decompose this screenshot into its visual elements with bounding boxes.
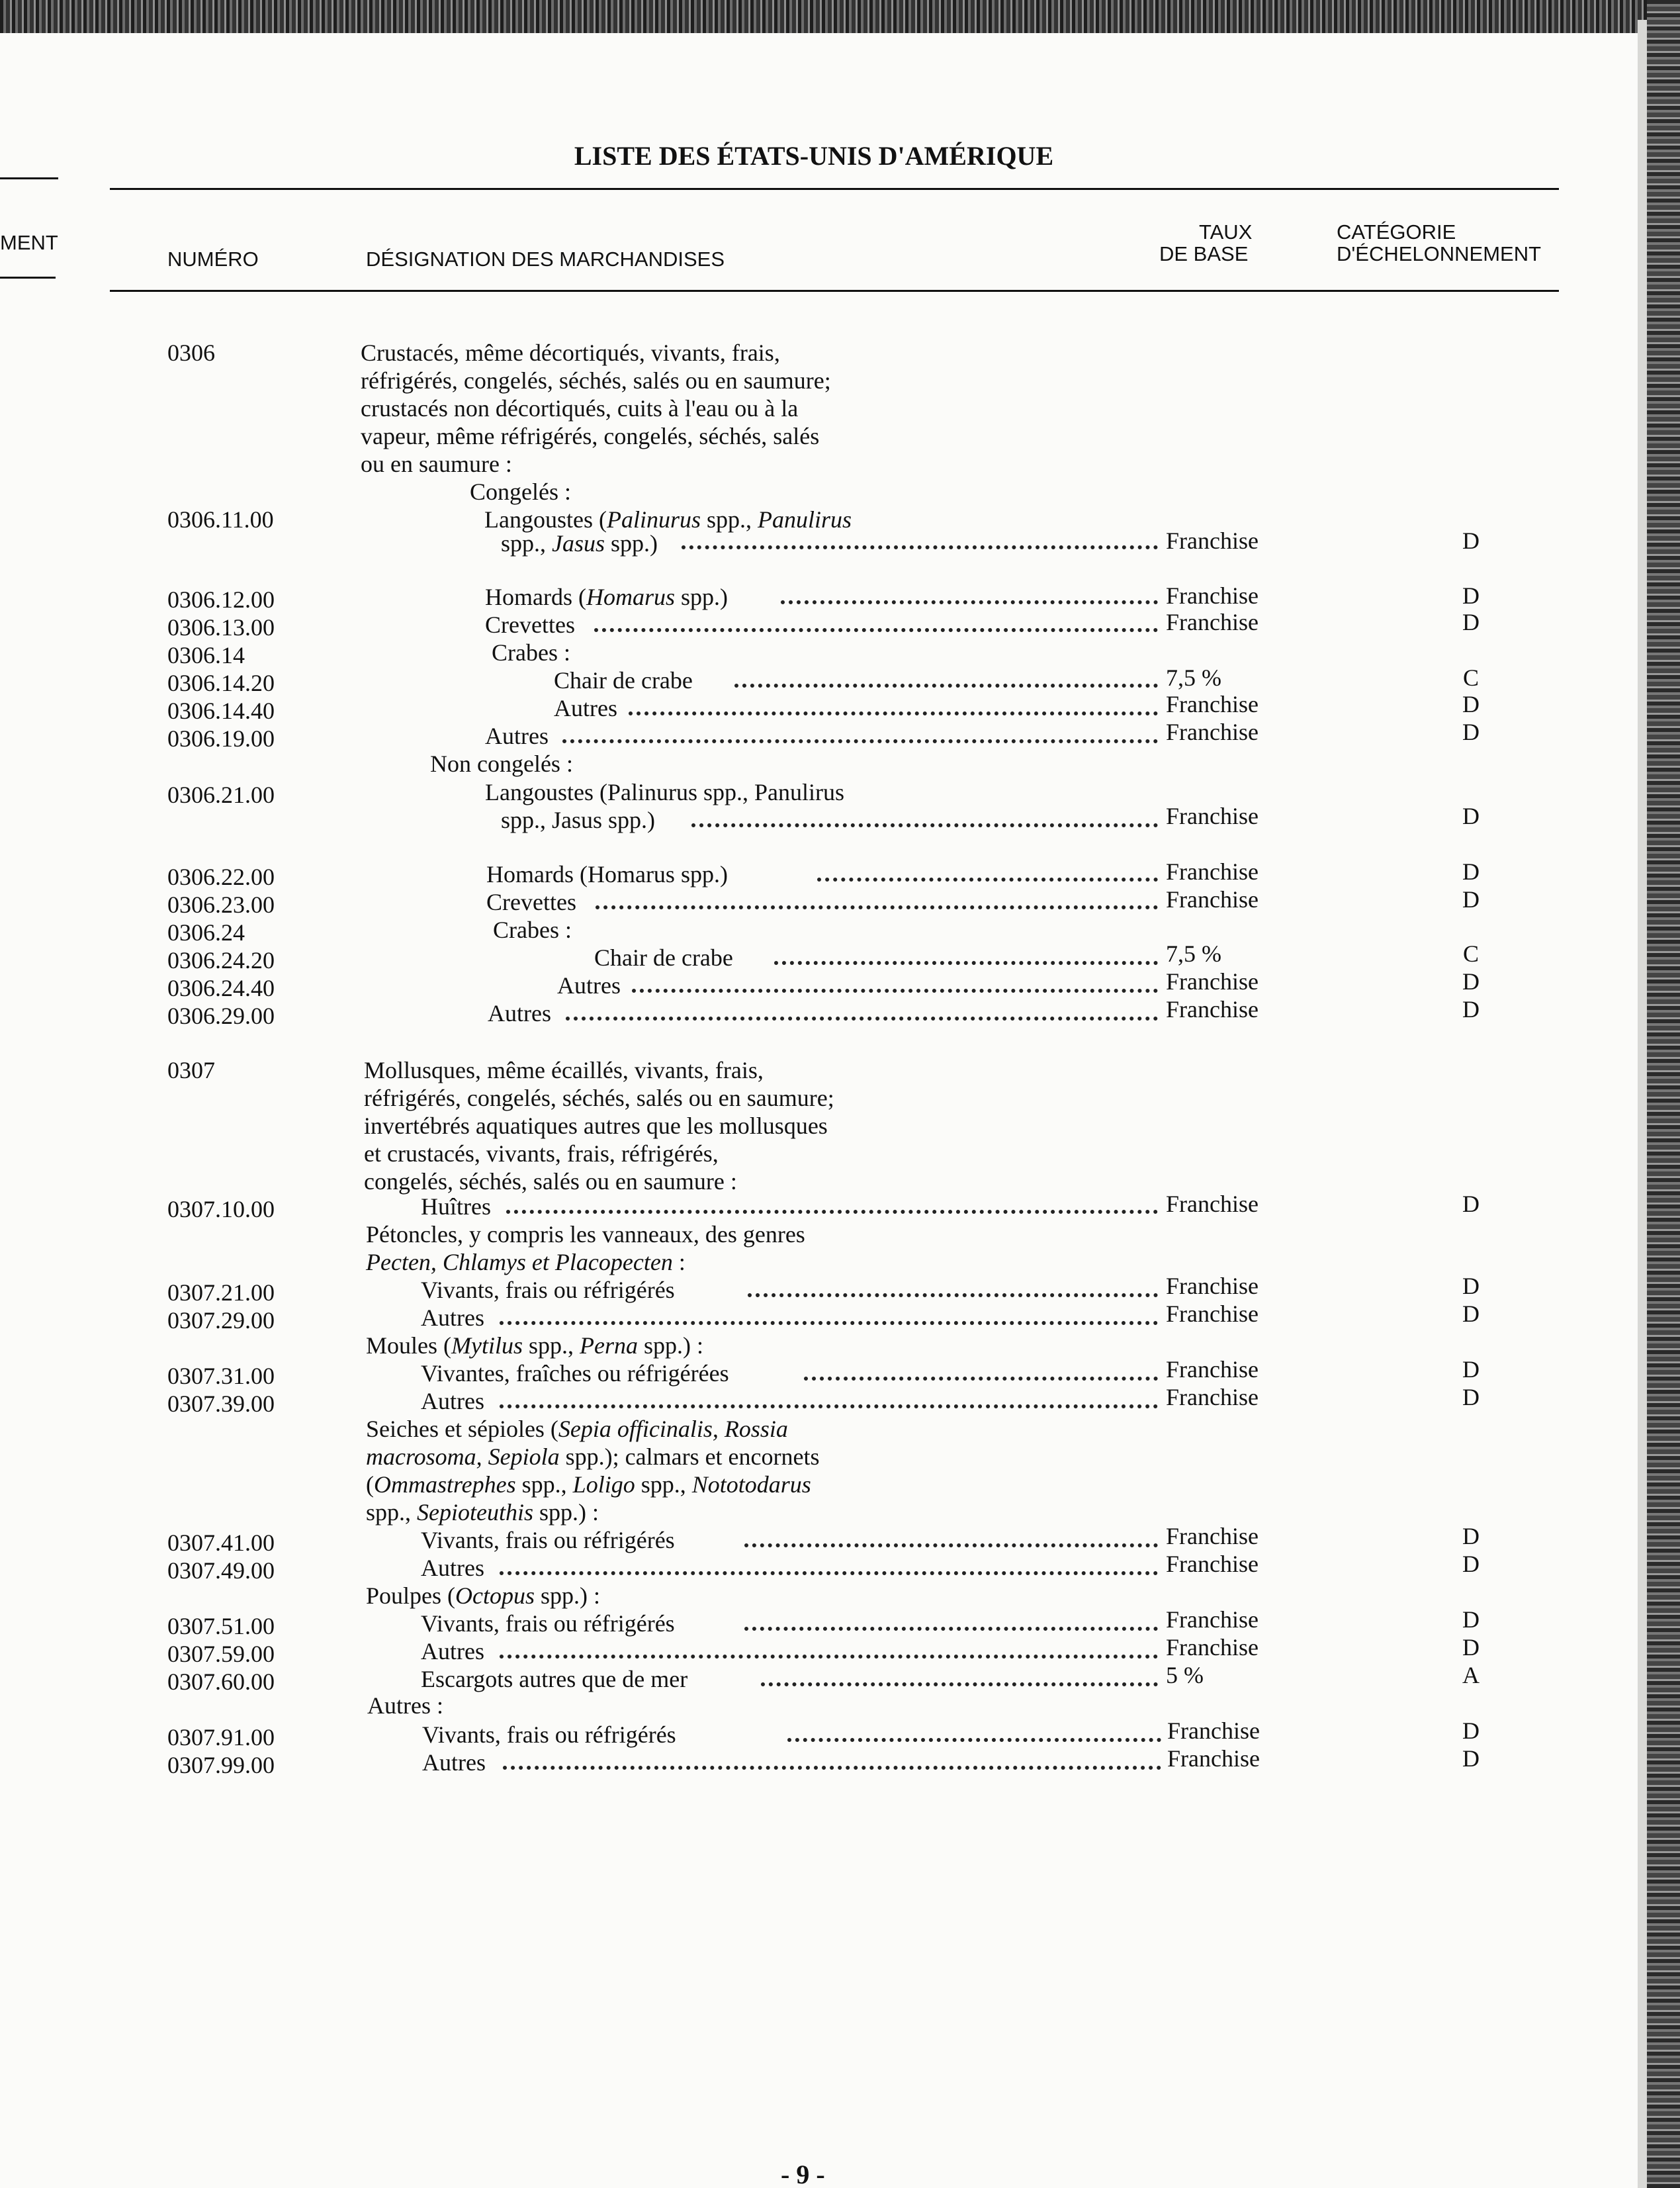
base-rate: 7,5 %	[1166, 940, 1221, 967]
item-designation: Chair de crabe	[594, 944, 733, 971]
scan-border-right	[1647, 0, 1680, 2188]
subheading-seiches-line2: macrosoma, Sepiola spp.); calmars et encornets	[366, 1443, 820, 1470]
base-rate: Franchise	[1166, 1300, 1259, 1327]
tariff-number: 0306.19.00	[167, 725, 275, 752]
dot-leader	[682, 545, 1158, 549]
item-designation: Vivants, frais ou réfrigérés	[422, 1721, 676, 1748]
staging-category: D	[1462, 691, 1480, 717]
staging-category: D	[1462, 719, 1480, 745]
staging-category: D	[1462, 803, 1480, 829]
heading-number-0306: 0306	[167, 340, 215, 366]
tariff-number: 0306.11.00	[167, 506, 274, 533]
tariff-number: 0306.29.00	[167, 1003, 275, 1029]
staging-category: D	[1462, 1384, 1480, 1410]
staging-category: D	[1462, 886, 1480, 913]
item-designation: Autres	[421, 1388, 484, 1414]
base-rate: Franchise	[1166, 1356, 1259, 1383]
base-rate: Franchise	[1166, 1191, 1259, 1217]
subheading-seiches-line1: Seiches et sépioles (Sepia officinalis, Rossia	[366, 1416, 788, 1442]
tariff-number: 0307.60.00	[167, 1668, 275, 1695]
base-rate: Franchise	[1166, 1523, 1259, 1549]
base-rate: Franchise	[1166, 609, 1259, 635]
header-rule-top	[110, 188, 1559, 190]
item-designation-line1: Langoustes (Palinurus spp., Panulirus	[484, 506, 852, 533]
tariff-number: 0306.23.00	[167, 891, 275, 918]
heading-number-0307: 0307	[167, 1057, 215, 1083]
staging-category: D	[1462, 996, 1480, 1023]
dot-leader	[506, 1210, 1158, 1214]
item-designation: Autres	[421, 1304, 484, 1331]
heading-text-0307-line: Mollusques, même écaillés, vivants, frais,	[364, 1057, 764, 1083]
dot-leader	[632, 989, 1158, 993]
base-rate: Franchise	[1166, 886, 1259, 913]
dot-leader	[566, 1017, 1158, 1021]
base-rate: Franchise	[1166, 527, 1259, 554]
dot-leader	[744, 1543, 1158, 1547]
tariff-number: 0306.24.20	[167, 947, 275, 974]
dot-leader	[596, 905, 1158, 909]
tariff-number: 0307.49.00	[167, 1557, 275, 1584]
staging-category: C	[1462, 940, 1479, 967]
item-designation: Homards (Homarus spp.)	[486, 861, 728, 888]
dot-leader	[691, 823, 1158, 827]
header-rule-bottom	[110, 290, 1559, 292]
staging-category: D	[1462, 1273, 1480, 1299]
staging-category: D	[1462, 609, 1480, 635]
subheading-autres: Autres :	[367, 1692, 443, 1719]
item-designation: Vivants, frais ou réfrigérés	[421, 1610, 675, 1637]
subheading-poulpes: Poulpes (Octopus spp.) :	[366, 1582, 600, 1609]
left-margin-rule-top	[0, 177, 58, 179]
base-rate: 5 %	[1166, 1662, 1204, 1688]
staging-category: C	[1462, 664, 1479, 691]
base-rate: 7,5 %	[1166, 664, 1221, 691]
dot-leader	[503, 1766, 1161, 1770]
heading-text-0306-line: crustacés non décortiqués, cuits à l'eau ou à la	[361, 395, 799, 422]
subheading-petoncles-genera: Pecten, Chlamys et Placopecten :	[366, 1249, 685, 1275]
dot-leader	[500, 1655, 1158, 1659]
subheading-non-congeles: Non congelés :	[430, 751, 573, 777]
base-rate: Franchise	[1167, 1745, 1260, 1772]
item-designation: Autres	[421, 1638, 484, 1664]
heading-text-0306-line: réfrigérés, congelés, séchés, salés ou en saumure;	[361, 367, 831, 394]
tariff-number: 0307.59.00	[167, 1641, 275, 1667]
base-rate: Franchise	[1166, 1551, 1259, 1577]
tariff-number: 0307.21.00	[167, 1279, 275, 1306]
staging-category: D	[1462, 1356, 1480, 1383]
heading-text-0306-line: Crustacés, même décortiqués, vivants, frais,	[361, 340, 780, 366]
staging-category: D	[1462, 1606, 1480, 1633]
left-margin-rule-bottom	[0, 277, 56, 279]
page-title: LISTE DES ÉTATS-UNIS D'AMÉRIQUE	[574, 141, 1054, 171]
item-designation: Escargots autres que de mer	[421, 1666, 688, 1692]
dot-leader	[500, 1321, 1158, 1325]
tariff-number: 0307.39.00	[167, 1390, 275, 1417]
subheading-congeles: Congelés :	[470, 479, 571, 505]
dot-leader	[781, 600, 1158, 604]
item-designation: Autres	[554, 695, 617, 721]
tariff-number: 0306.21.00	[167, 782, 275, 808]
base-rate: Franchise	[1166, 858, 1259, 885]
left-margin-header-fragment: MENT	[0, 231, 58, 254]
subheading-moules: Moules (Mytilus spp., Perna spp.) :	[366, 1332, 703, 1359]
tariff-number: 0307.51.00	[167, 1613, 275, 1639]
base-rate: Franchise	[1166, 1634, 1259, 1661]
base-rate: Franchise	[1166, 803, 1259, 829]
item-designation: Homards (Homarus spp.)	[485, 584, 728, 610]
dot-leader	[594, 628, 1158, 632]
tariff-number: 0307.99.00	[167, 1752, 275, 1778]
tariff-number: 0306.14.20	[167, 670, 275, 696]
column-header-categorie-line1: CATÉGORIE	[1337, 220, 1456, 244]
tariff-number: 0307.91.00	[167, 1724, 275, 1751]
staging-category: D	[1462, 527, 1480, 554]
base-rate: Franchise	[1166, 996, 1259, 1023]
dot-leader	[761, 1682, 1158, 1686]
base-rate: Franchise	[1166, 719, 1259, 745]
tariff-number: 0307.31.00	[167, 1363, 275, 1389]
dot-leader	[774, 961, 1158, 965]
dot-leader	[500, 1571, 1158, 1575]
base-rate: Franchise	[1166, 1273, 1259, 1299]
staging-category: D	[1462, 968, 1480, 995]
staging-category: D	[1462, 1717, 1480, 1744]
scan-border-top	[0, 0, 1680, 33]
heading-text-0307-line: invertébrés aquatiques autres que les mollusques	[364, 1113, 828, 1139]
item-designation-line2: spp., Jasus spp.)	[501, 807, 656, 833]
heading-text-0306-line: vapeur, même réfrigérés, congelés, séchés, salés	[361, 423, 820, 449]
staging-category: D	[1462, 1634, 1480, 1661]
base-rate: Franchise	[1166, 1606, 1259, 1633]
subheading-seiches-line3: (Ommastrephes spp., Loligo spp., Nototodarus	[366, 1471, 811, 1498]
item-designation: Crevettes	[486, 889, 576, 915]
tariff-number: 0307.41.00	[167, 1529, 275, 1556]
item-designation: Crevettes	[485, 612, 575, 638]
item-designation: Autres	[557, 972, 621, 999]
tariff-number: 0306.13.00	[167, 614, 275, 641]
dot-leader	[629, 711, 1158, 715]
dot-leader	[817, 878, 1158, 882]
item-designation: Autres	[485, 723, 549, 749]
page-number: - 9 -	[781, 2160, 825, 2188]
staging-category: D	[1462, 582, 1480, 609]
base-rate: Franchise	[1166, 1384, 1259, 1410]
tariff-number: 0306.22.00	[167, 864, 275, 890]
item-designation: Autres	[422, 1749, 486, 1776]
item-designation-line1: Langoustes (Palinurus spp., Panulirus	[485, 779, 844, 805]
base-rate: Franchise	[1166, 968, 1259, 995]
staging-category: D	[1462, 1300, 1480, 1327]
item-designation: Autres	[488, 1000, 551, 1026]
dot-leader	[734, 684, 1158, 688]
heading-text-0307-line: et crustacés, vivants, frais, réfrigérés,	[364, 1140, 719, 1167]
base-rate: Franchise	[1166, 691, 1259, 717]
staging-category: D	[1462, 858, 1480, 885]
heading-text-0307-line: réfrigérés, congelés, séchés, salés ou en saumure;	[364, 1085, 834, 1111]
tariff-number: 0306.14.40	[167, 698, 275, 724]
dot-leader	[748, 1293, 1158, 1297]
tariff-number: 0306.24	[167, 919, 245, 946]
column-header-taux-line2: DE BASE	[1159, 242, 1249, 265]
item-designation: Chair de crabe	[554, 667, 693, 694]
item-designation: Vivants, frais ou réfrigérés	[421, 1527, 675, 1553]
base-rate: Franchise	[1166, 582, 1259, 609]
item-designation-line2: spp., Jasus spp.)	[501, 530, 658, 557]
item-designation: Crabes :	[492, 639, 570, 666]
staging-category: D	[1462, 1551, 1480, 1577]
item-designation: Crabes :	[493, 917, 572, 943]
column-header-taux-line1: TAUX	[1199, 220, 1253, 244]
staging-category: A	[1462, 1662, 1480, 1688]
item-designation: Vivantes, fraîches ou réfrigérées	[421, 1360, 729, 1387]
tariff-number: 0307.10.00	[167, 1196, 275, 1222]
dot-leader	[500, 1404, 1158, 1408]
base-rate: Franchise	[1167, 1717, 1260, 1744]
item-designation: Huîtres	[421, 1193, 491, 1220]
column-header-designation: DÉSIGNATION DES MARCHANDISES	[366, 248, 725, 271]
column-header-categorie-line2: D'ÉCHELONNEMENT	[1337, 242, 1542, 265]
dot-leader	[804, 1377, 1158, 1381]
staging-category: D	[1462, 1523, 1480, 1549]
item-designation: Vivants, frais ou réfrigérés	[421, 1277, 675, 1303]
staging-category: D	[1462, 1191, 1480, 1217]
column-header-numero: NUMÉRO	[167, 248, 259, 271]
tariff-number: 0306.12.00	[167, 586, 275, 613]
heading-text-0306-line: ou en saumure :	[361, 451, 512, 477]
scan-border-right-shadow	[1638, 20, 1647, 2188]
tariff-number: 0306.24.40	[167, 975, 275, 1001]
staging-category: D	[1462, 1745, 1480, 1772]
tariff-number: 0306.14	[167, 642, 245, 668]
heading-text-0307-line: congelés, séchés, salés ou en saumure :	[364, 1168, 737, 1195]
tariff-number: 0307.29.00	[167, 1307, 275, 1334]
dot-leader	[562, 739, 1158, 743]
dot-leader	[744, 1627, 1158, 1631]
subheading-seiches-line4: spp., Sepioteuthis spp.) :	[366, 1499, 599, 1526]
subheading-petoncles: Pétoncles, y compris les vanneaux, des genres	[366, 1221, 805, 1248]
item-designation: Autres	[421, 1555, 484, 1581]
dot-leader	[787, 1738, 1161, 1742]
